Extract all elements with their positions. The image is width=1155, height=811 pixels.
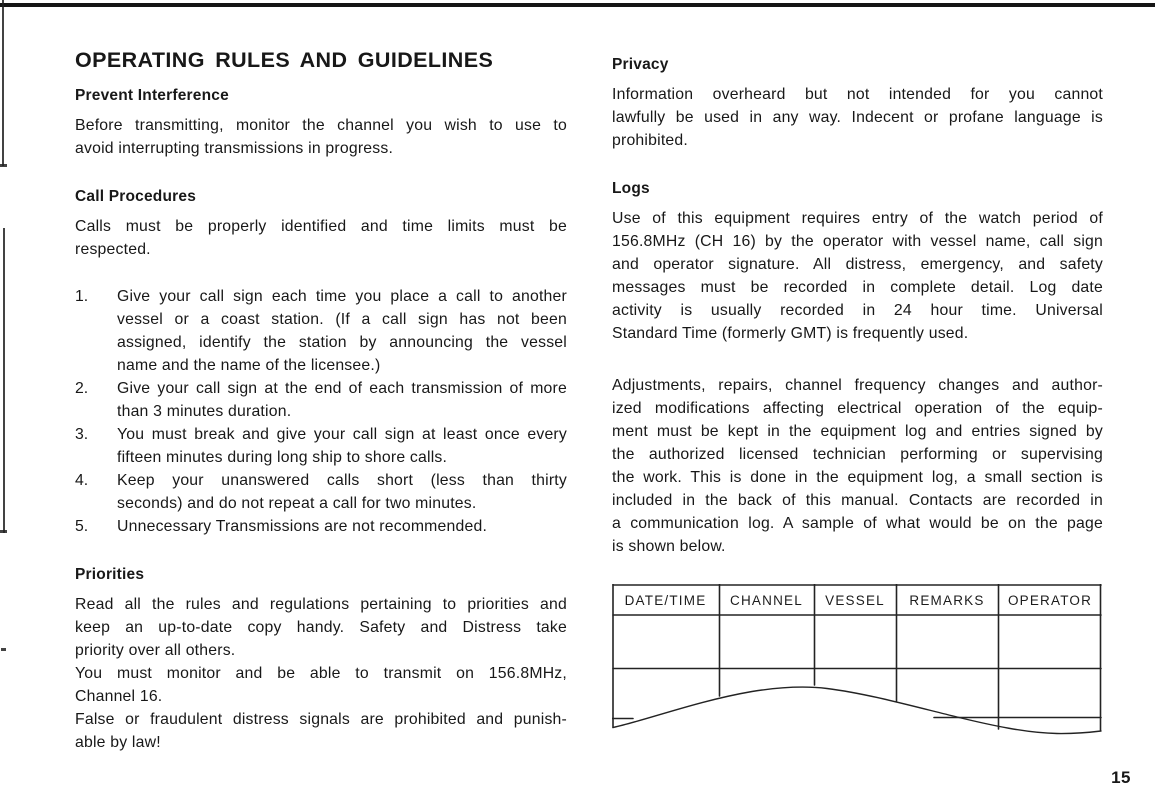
- list-item-text: [117, 469, 567, 515]
- list-item-number: 1.: [75, 288, 89, 305]
- section-heading: Priorities: [75, 566, 145, 583]
- paragraph: [75, 593, 567, 754]
- paragraph-line: ized modifications affecting electrical operation of the equip-: [612, 400, 1103, 417]
- communication-log-table: [612, 584, 1102, 744]
- list-item-text: [117, 423, 567, 469]
- paragraph-line: included in the back of this manual. Contacts are recorded in: [612, 492, 1103, 509]
- paragraph-line: Calls must be properly identified and time limits must be: [75, 218, 567, 235]
- paragraph-line: Adjustments, repairs, channel frequency changes and author-: [612, 377, 1103, 394]
- list-item-line: vessel or a coast station. (If a call sign has not been: [117, 311, 567, 328]
- paragraph-line: messages must be recorded in complete detail. Log date: [612, 279, 1103, 296]
- log-table-header-row: [612, 591, 1102, 610]
- list-item-line: than 3 minutes duration.: [117, 403, 292, 420]
- list-item-line: Unnecessary Transmissions are not recommended.: [117, 518, 488, 535]
- list-item: [75, 515, 567, 538]
- paragraph-line: False or fraudulent distress signals are prohibited and punish-: [75, 711, 567, 728]
- list-item: [75, 285, 567, 377]
- paragraph: [75, 215, 567, 261]
- paragraph-line: the work. This is done in the equipment log, a small section is: [612, 469, 1103, 486]
- section-heading: Prevent Interference: [75, 87, 229, 104]
- list-item-line: assigned, identify the station by announcing the vessel: [117, 334, 567, 351]
- list-item-line: You must break and give your call sign at least once every: [117, 426, 567, 443]
- list-item-text: [117, 285, 567, 377]
- paragraph-line: priority over all others.: [75, 642, 236, 659]
- paragraph-line: the authorized licensed technician performing or supervising: [612, 446, 1103, 463]
- paragraph-line: ment must be kept in the equipment log and entries signed by: [612, 423, 1103, 440]
- paragraph-line: a communication log. A sample of what would be on the page: [612, 515, 1103, 532]
- list-item-line: name and the name of the licensee.): [117, 357, 381, 374]
- log-table-header-cell: VESSEL: [825, 593, 885, 608]
- paragraph-line: Read all the rules and regulations pertaining to priorities and: [75, 596, 567, 613]
- section-heading: Call Procedures: [75, 188, 197, 205]
- list-item: [75, 377, 567, 423]
- paragraph-line: keep an up-to-date copy handy. Safety and Distress take: [75, 619, 567, 636]
- list-item-number: 2.: [75, 380, 89, 397]
- left-column: [75, 0, 567, 754]
- list-item-number: 3.: [75, 426, 89, 443]
- list-item-line: Give your call sign at the end of each transmission of more: [117, 380, 567, 397]
- page-title: OPERATING RULES AND GUIDELINES: [75, 48, 494, 72]
- list-item-line: fifteen minutes during long ship to shore calls.: [117, 449, 448, 466]
- torn-edge-wave: [613, 687, 1101, 733]
- paragraph-line: Information overheard but not intended for you cannot: [612, 86, 1103, 103]
- paragraph-line: and operator signature. All distress, emergency, and safety: [612, 256, 1103, 273]
- paragraph-line: is shown below.: [612, 538, 726, 555]
- paragraph: [612, 374, 1103, 558]
- list-item-line: seconds) and do not repeat a call for two minutes.: [117, 495, 477, 512]
- log-table-header-cell: CHANNEL: [730, 593, 803, 608]
- paragraph-line: You must monitor and be able to transmit on 156.8MHz,: [75, 665, 567, 682]
- paragraph-line: Channel 16.: [75, 688, 163, 705]
- paragraph-line: able by law!: [75, 734, 161, 751]
- paragraph-line: avoid interrupting transmissions in progress.: [75, 140, 394, 157]
- paragraph-line: activity is usually recorded in 24 hour time. Universal: [612, 302, 1103, 319]
- log-table-header-cell: REMARKS: [909, 593, 985, 608]
- list-item: [75, 423, 567, 469]
- paragraph: [612, 83, 1103, 152]
- list-item-text: [117, 515, 567, 538]
- paragraph-line: Use of this equipment requires entry of the watch period of: [612, 210, 1103, 227]
- paragraph: [75, 114, 567, 160]
- paragraph-line: lawfully be used in any way. Indecent or profane language is: [612, 109, 1103, 126]
- list-item-line: Give your call sign each time you place a call to another: [117, 288, 567, 305]
- log-table-header-cell: DATE/TIME: [624, 593, 707, 608]
- list-item: [75, 469, 567, 515]
- list-item-number: 4.: [75, 472, 89, 489]
- paragraph-line: respected.: [75, 241, 151, 258]
- list-item-text: [117, 377, 567, 423]
- section-heading: Privacy: [612, 56, 669, 73]
- paragraph-line: Before transmitting, monitor the channel you wish to use to: [75, 117, 567, 134]
- log-table-header-cell: OPERATOR: [1007, 593, 1093, 608]
- paragraph-line: prohibited.: [612, 132, 688, 149]
- numbered-list: [75, 285, 567, 538]
- section-heading: Logs: [612, 180, 650, 197]
- list-item-number: 5.: [75, 518, 89, 535]
- paragraph-line: 156.8MHz (CH 16) by the operator with vessel name, call sign: [612, 233, 1103, 250]
- right-column: [612, 0, 1103, 744]
- paragraph: [612, 207, 1103, 345]
- paragraph-line: Standard Time (formerly GMT) is frequently used.: [612, 325, 969, 342]
- page-number: 15: [1111, 768, 1131, 787]
- list-item-line: Keep your unanswered calls short (less than thirty: [117, 472, 567, 489]
